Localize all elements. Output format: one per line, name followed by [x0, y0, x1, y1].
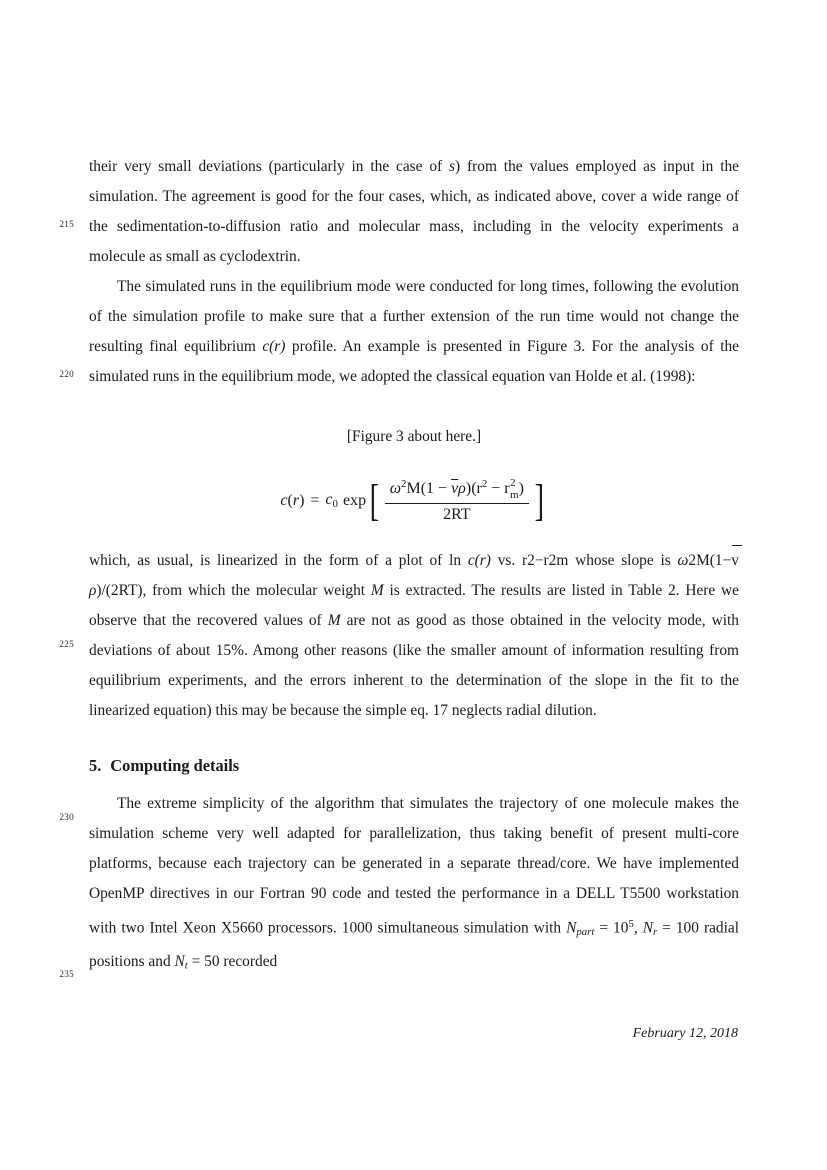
eq-num-r-exp: 2 — [481, 478, 488, 491]
line-number-235: 235 — [59, 969, 74, 979]
par3-text-b: vs. r2−r2m whose slope is — [490, 551, 678, 569]
eq-num-rm-exp: 2 — [510, 477, 516, 489]
section-title: Computing details — [110, 755, 240, 775]
par4-N-r: N — [642, 919, 653, 937]
line-number-220: 220 — [59, 369, 74, 379]
eq-exp-operator: exp — [342, 491, 367, 509]
eq-num-minus: − r — [487, 480, 510, 498]
par4-exp-5: 5 — [628, 917, 634, 930]
eq-numerator — [385, 478, 529, 503]
eq-num-open: (1 − — [420, 480, 452, 498]
figure-placement-note: [Figure 3 about here.] — [346, 428, 482, 445]
section-heading-computing-details — [89, 751, 739, 781]
par2-text-b: profile. An example is presented in Figure 3. For the analysis of the simulated runs in the equilibrium mode, we adopted the classical equation van Holde et al. (1998): — [89, 338, 740, 385]
par3-v-bar-glyph: v — [731, 546, 739, 576]
paragraph-equilibrium-runs — [89, 272, 739, 392]
par4-N-t: N — [174, 952, 185, 970]
par3-text-c: 2M(1− — [688, 551, 732, 569]
eq-c0-base: c — [325, 491, 333, 509]
par3-text-a: which, as usual, is linearized in the form of a plot of ln — [89, 551, 468, 569]
par3-omega: ω — [677, 551, 689, 569]
eq-denominator: 2RT — [385, 503, 529, 524]
eq-num-omega: ω — [389, 480, 402, 498]
par1-italic-s: s — [449, 158, 456, 175]
line-number-215: 215 — [59, 219, 74, 229]
eq-bracket-close: ] — [534, 476, 545, 526]
eq-bracket-open: [ — [369, 476, 380, 526]
paragraph-linearization — [89, 546, 739, 726]
par2-math-cr: c(r) — [262, 338, 286, 355]
eq-lhs-paren-open: ( — [287, 491, 293, 509]
par4-sub-part: part — [576, 925, 595, 938]
footer-date: February 12, 2018 — [632, 1026, 738, 1041]
par4-text-a: The extreme simplicity of the algorithm that simulates the trajectory of one molecule makes the simulation scheme very well adapted for parallelization, thus taking benefit of present multi-core platforms, because each trajectory can be generated in a separate thread/core. We have implemented OpenMP directives in our Fortran 90 code and tested the performance in a DELL T5500 workstation with two Intel Xeon X5660 processors. 1000 simultaneous simulation with — [89, 794, 739, 937]
par1-text-b: ) from the values employed as input in the simulation. The agreement is good for the four cases, which, as indicated above, cover a wide range of the sedimentation-to-diffusion ratio and molecular mass, including in the velocity experiments a molecule as small as cyclodextrin. — [89, 158, 739, 265]
par4-eq-3: = 50 recorded — [187, 952, 278, 970]
eq-num-rm-subsup — [510, 478, 518, 501]
eq-num-mid: )(r — [465, 480, 482, 498]
par3-math-cr: c(r) — [467, 551, 491, 569]
par3-text-f: are not as good as those obtained in the velocity mode, with deviations of about 15%. Among other reasons (like the smaller amount of information resulting from equilibrium experiments, and the errors inherent to the determination of the slope in the fit to the linearized equation) this may be because the simple eq. 17 neglects radial dilution. — [89, 611, 739, 719]
eq-num-rm-sub: m — [510, 488, 519, 501]
par3-rho: ρ — [89, 581, 97, 599]
paragraph-deviations — [89, 152, 739, 272]
eq-lhs-r: r — [292, 491, 300, 509]
par3-text-e: is extracted. The results are listed in Table 2. Here we observe that the recovered values of — [89, 581, 739, 629]
eq-equals-sign: = — [310, 491, 320, 509]
par4-N-part: N — [566, 919, 577, 937]
paragraph-computing-details — [89, 789, 739, 981]
display-equation-17 — [89, 478, 739, 524]
section-number: 5. — [89, 755, 102, 775]
line-number-230: 230 — [59, 812, 74, 822]
eq-num-rho: ρ — [458, 480, 466, 498]
eq-c0-sub: 0 — [332, 498, 338, 511]
par4-eq-1: = 10 — [594, 919, 629, 937]
par4-comma: , — [633, 919, 643, 937]
eq-fraction — [385, 478, 529, 524]
par3-math-M-first: M — [370, 581, 384, 599]
par3-text-d: )/(2RT), from which the molecular weight — [96, 581, 371, 599]
eq-num-nu-bar: $\overline{\nu}$ — [451, 480, 459, 498]
eq-lhs-c: c — [280, 491, 288, 509]
par4-sub-t: t — [184, 959, 188, 972]
line-number-225: 225 — [59, 639, 74, 649]
page-content — [89, 152, 739, 981]
par4-sub-r: r — [652, 925, 658, 938]
par2-text-a: The simulated runs in the equilibrium mode were conducted for long times, following the evolution of the simulation profile to make sure that a further extension of the run time would not change the resulting final equilibrium — [89, 278, 739, 355]
eq-c0 — [325, 491, 338, 510]
eq-num-omega-exp: 2 — [401, 478, 407, 491]
par4-eq-2: = 100 radial positions and — [89, 919, 739, 970]
eq-num-close: ) — [518, 480, 524, 498]
par1-text-a: their very small deviations (particularly in the case of — [89, 158, 450, 175]
eq-num-M: M — [406, 480, 421, 498]
equation-inner — [280, 478, 547, 524]
eq-lhs-paren-close: ) — [299, 491, 305, 509]
equation-lhs — [280, 492, 304, 510]
par3-math-M-second: M — [327, 611, 341, 629]
